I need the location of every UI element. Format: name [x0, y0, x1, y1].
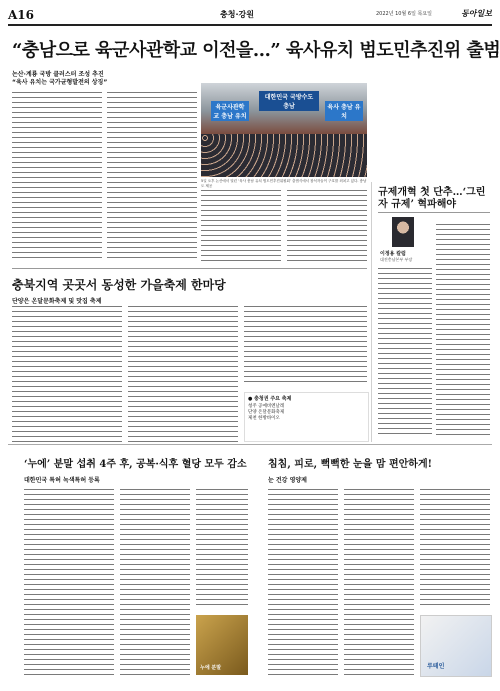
column-separator — [371, 182, 372, 442]
newspaper-logo: 동아일보 — [461, 8, 492, 18]
second-body-col1 — [12, 306, 122, 442]
photo-banner-left: 육군사관학교 충남 유치 — [211, 101, 249, 121]
right-ad-col3 — [420, 489, 490, 609]
right-ad-col2 — [344, 489, 414, 675]
second-body-col2 — [128, 306, 238, 442]
info-row-2: 단양 온달문화축제 — [248, 410, 285, 415]
main-body-col4 — [287, 190, 367, 262]
left-ad-col2 — [120, 489, 190, 675]
main-body-col2 — [107, 92, 197, 262]
column-body-col1 — [378, 268, 432, 438]
main-photo — [201, 83, 367, 177]
column-author-title: 대전충남본부 부장 — [380, 257, 413, 262]
second-subhead: 단양은 온달문화축제 및 맛집 축제 — [12, 298, 102, 305]
left-ad-product-image — [196, 615, 248, 675]
column-title: 규제개혁 첫 단추…‘그린자 규제’ 혁파해야 — [378, 187, 486, 210]
right-ad-product-label: 루테인 — [427, 663, 445, 670]
main-subheads — [12, 71, 197, 87]
column-title-rule — [378, 212, 490, 213]
main-body-col1 — [12, 92, 102, 262]
info-row-3: 제천 한방바이오 — [248, 416, 280, 421]
issue-date: 2022년 10월 6일 목요일 — [375, 11, 432, 17]
page-number: A16 — [8, 8, 35, 22]
info-row-1: 청주 공예비엔날레 — [248, 404, 285, 409]
main-subhead-1: 논산·계룡 국방 클러스터 조성 추진 — [12, 71, 104, 78]
left-ad-col1 — [24, 489, 114, 675]
photo-caption: 5일 오후 논산에서 열린 ‘육사 충남 유치 범도민추진위원회’ 출범식에서 참석자들이 구호를 외치고 있다. 충남도 제공 — [201, 179, 367, 188]
main-headline: “충남으로 육군사관학교 이전을…” 육사유치 범도민추진위 출범 — [12, 40, 500, 61]
ad-section — [8, 444, 492, 686]
photo-banner-right: 육사 충남 유치 — [325, 101, 363, 121]
right-ad-subhead: 눈 건강 영양제 — [268, 477, 307, 484]
info-box-title: ● 충청권 주요 축제 — [248, 396, 292, 402]
main-body-col3 — [201, 190, 281, 262]
crowd-image — [201, 134, 367, 177]
photo-banner-mid: 대한민국 국방수도 충남 — [259, 91, 319, 111]
left-ad-subhead: 대한민국 특허 녹색특허 등록 — [24, 477, 100, 484]
right-ad-product-image — [420, 615, 492, 677]
author-portrait — [392, 217, 414, 247]
column-author: 이정용 칼럼 — [380, 251, 406, 257]
second-body-col3 — [244, 306, 367, 386]
second-headline: 충북지역 곳곳서 동성한 가을축제 한마당 — [12, 278, 226, 292]
right-ad-col1 — [268, 489, 338, 675]
column-body-col2 — [436, 224, 490, 438]
left-ad-headline: ‘누에’ 분말 섭취 4주 후, 공복·식후 혈당 모두 감소 — [24, 459, 247, 470]
page-header — [8, 6, 492, 26]
section-divider — [12, 268, 367, 269]
left-ad-col3 — [196, 489, 248, 609]
right-ad-headline: 침침, 피로, 뻑뻑한 눈을 맘 편안하게! — [268, 459, 432, 470]
info-box — [244, 392, 369, 442]
main-subhead-2: “육사 유치는 국가균형발전의 상징” — [12, 79, 108, 86]
section-title: 충청·강원 — [220, 10, 254, 19]
left-ad-product-label: 누에 분말 — [200, 665, 222, 671]
